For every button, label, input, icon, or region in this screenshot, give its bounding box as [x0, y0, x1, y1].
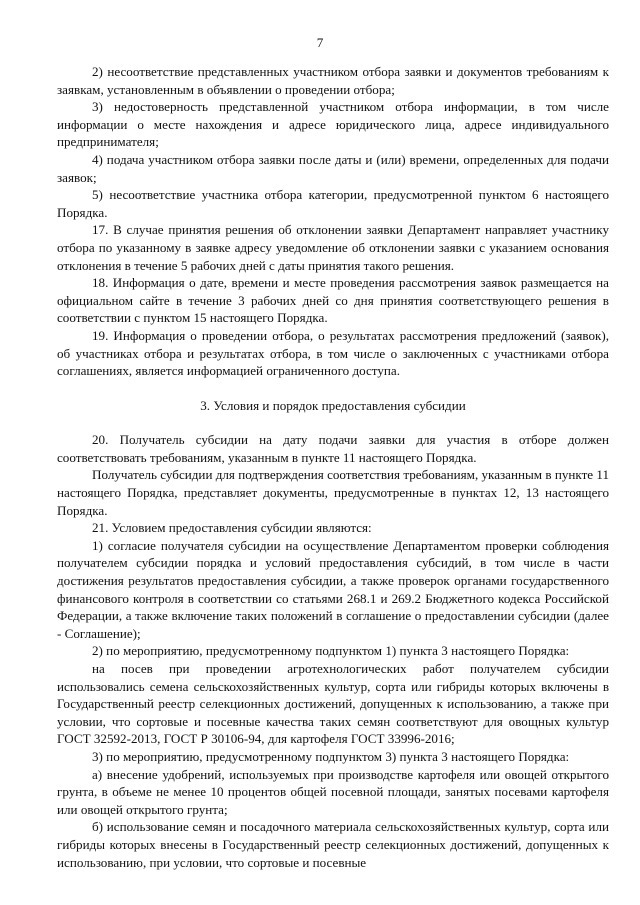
- section-heading: 3. Условия и порядок предоставления субсидии: [200, 397, 466, 413]
- clause-21-conditions: 21. Условием предоставления субсидии являются:: [92, 520, 372, 536]
- document-body: [57, 63, 609, 871]
- clause-20-recipient-requirements: 20. Получатель субсидии на дату подачи заявки для участия в отборе должен соответствовать требованиям, указанным в пункте 11 настоящего Порядка.: [57, 432, 609, 465]
- subitem-a-fertilizers: а) внесение удобрений, используемых при производстве картофеля или овощей открытого грунта, в объеме не менее 10 процентов общей посевной площади, занятых посевами картофеля или овощей открытого грунта;: [57, 766, 609, 817]
- subitem-b-seed-material: б) использование семян и посадочного материала сельскохозяйственных культур, сорта или гибриды которых внесены в Государственный реестр селекционных достижений, допущенных к использованию, при условии, что сортовые и посевные: [57, 819, 609, 870]
- paragraph-4-late-submission: 4) подача участником отбора заявки после даты и (или) времени, определенных для подачи заявок;: [57, 151, 609, 185]
- condition-2-measure-1: 2) по мероприятию, предусмотренному подпунктом 1) пункта 3 настоящего Порядка:: [92, 643, 570, 659]
- clause-18-review-info: 18. Информация о дате, времени и месте проведения рассмотрения заявок размещается на официальном сайте в течение 3 рабочих дней со дня принятия соответствующего решения в соответствии с пунктом 15 настоящего Порядка.: [57, 275, 609, 326]
- page-number: 7: [316, 35, 324, 50]
- paragraph-3-unreliable-info: 3) недостоверность представленной участником отбора информации, в том числе информации о месте нахождения и адресе юридического лица, адресе индивидуального предпринимателя;: [57, 99, 609, 150]
- clause-17-rejection-notice: 17. В случае принятия решения об отклонении заявки Департамент направляет участнику отбора по указанному в заявке адресу уведомление об отклонении заявки с указанием основания отклонения в течение 5 рабочих дней с даты принятия такого решения.: [57, 222, 609, 273]
- condition-3-measure-3: 3) по мероприятию, предусмотренному подпунктом 3) пункта 3 настоящего Порядка:: [92, 748, 570, 764]
- paragraph-5-category-mismatch: 5) несоответствие участника отбора категории, предусмотренной пунктом 6 настоящего Порядка.: [57, 187, 609, 220]
- paragraph-2-nonconformity-docs: 2) несоответствие представленных участником отбора заявки и документов требованиям к заявкам, установленным в объявлении о проведении отбора;: [57, 64, 609, 97]
- paragraph-seeds-requirement: на посев при проведении агротехнологических работ получателем субсидии использовались семена сельскохозяйственных культур, сорта или гибриды которых включены в Государственный реестр селекционных достижений, допущенных к использованию, а также при условии, что сортовые и посевные качества таких семян соответствуют для овощных культур ГОСТ 32592-2013, ГОСТ Р 30106-94, для картофеля ГОСТ 33996-2016;: [57, 661, 609, 747]
- paragraph-confirmation-documents: Получатель субсидии для подтверждения соответствия требованиям, указанным в пункте 11 настоящего Порядка, представляет документы, предусмотренные в пунктах 12, 13 настоящего Порядка.: [57, 467, 609, 518]
- condition-1-consent-audit: 1) согласие получателя субсидии на осуществление Департаментом проверки соблюдения получателем субсидии порядка и условий предоставления субсидий, в том числе в части достижения результатов предоставления субсидии, а также проверок органами государственного финансового контроля в соответствии со статьями 268.1 и 269.2 Бюджетного кодекса Российской Федерации, а также включение таких положений в соглашение о предоставлении субсидии (далее - Соглашение);: [57, 537, 609, 641]
- clause-19-selection-info: 19. Информация о проведении отбора, о результатах рассмотрения предложений (заявок), об участниках отбора и результатах отбора, в том числе о заключенных с участниками отбора соглашениях, является информацией ограниченного доступа.: [57, 327, 609, 379]
